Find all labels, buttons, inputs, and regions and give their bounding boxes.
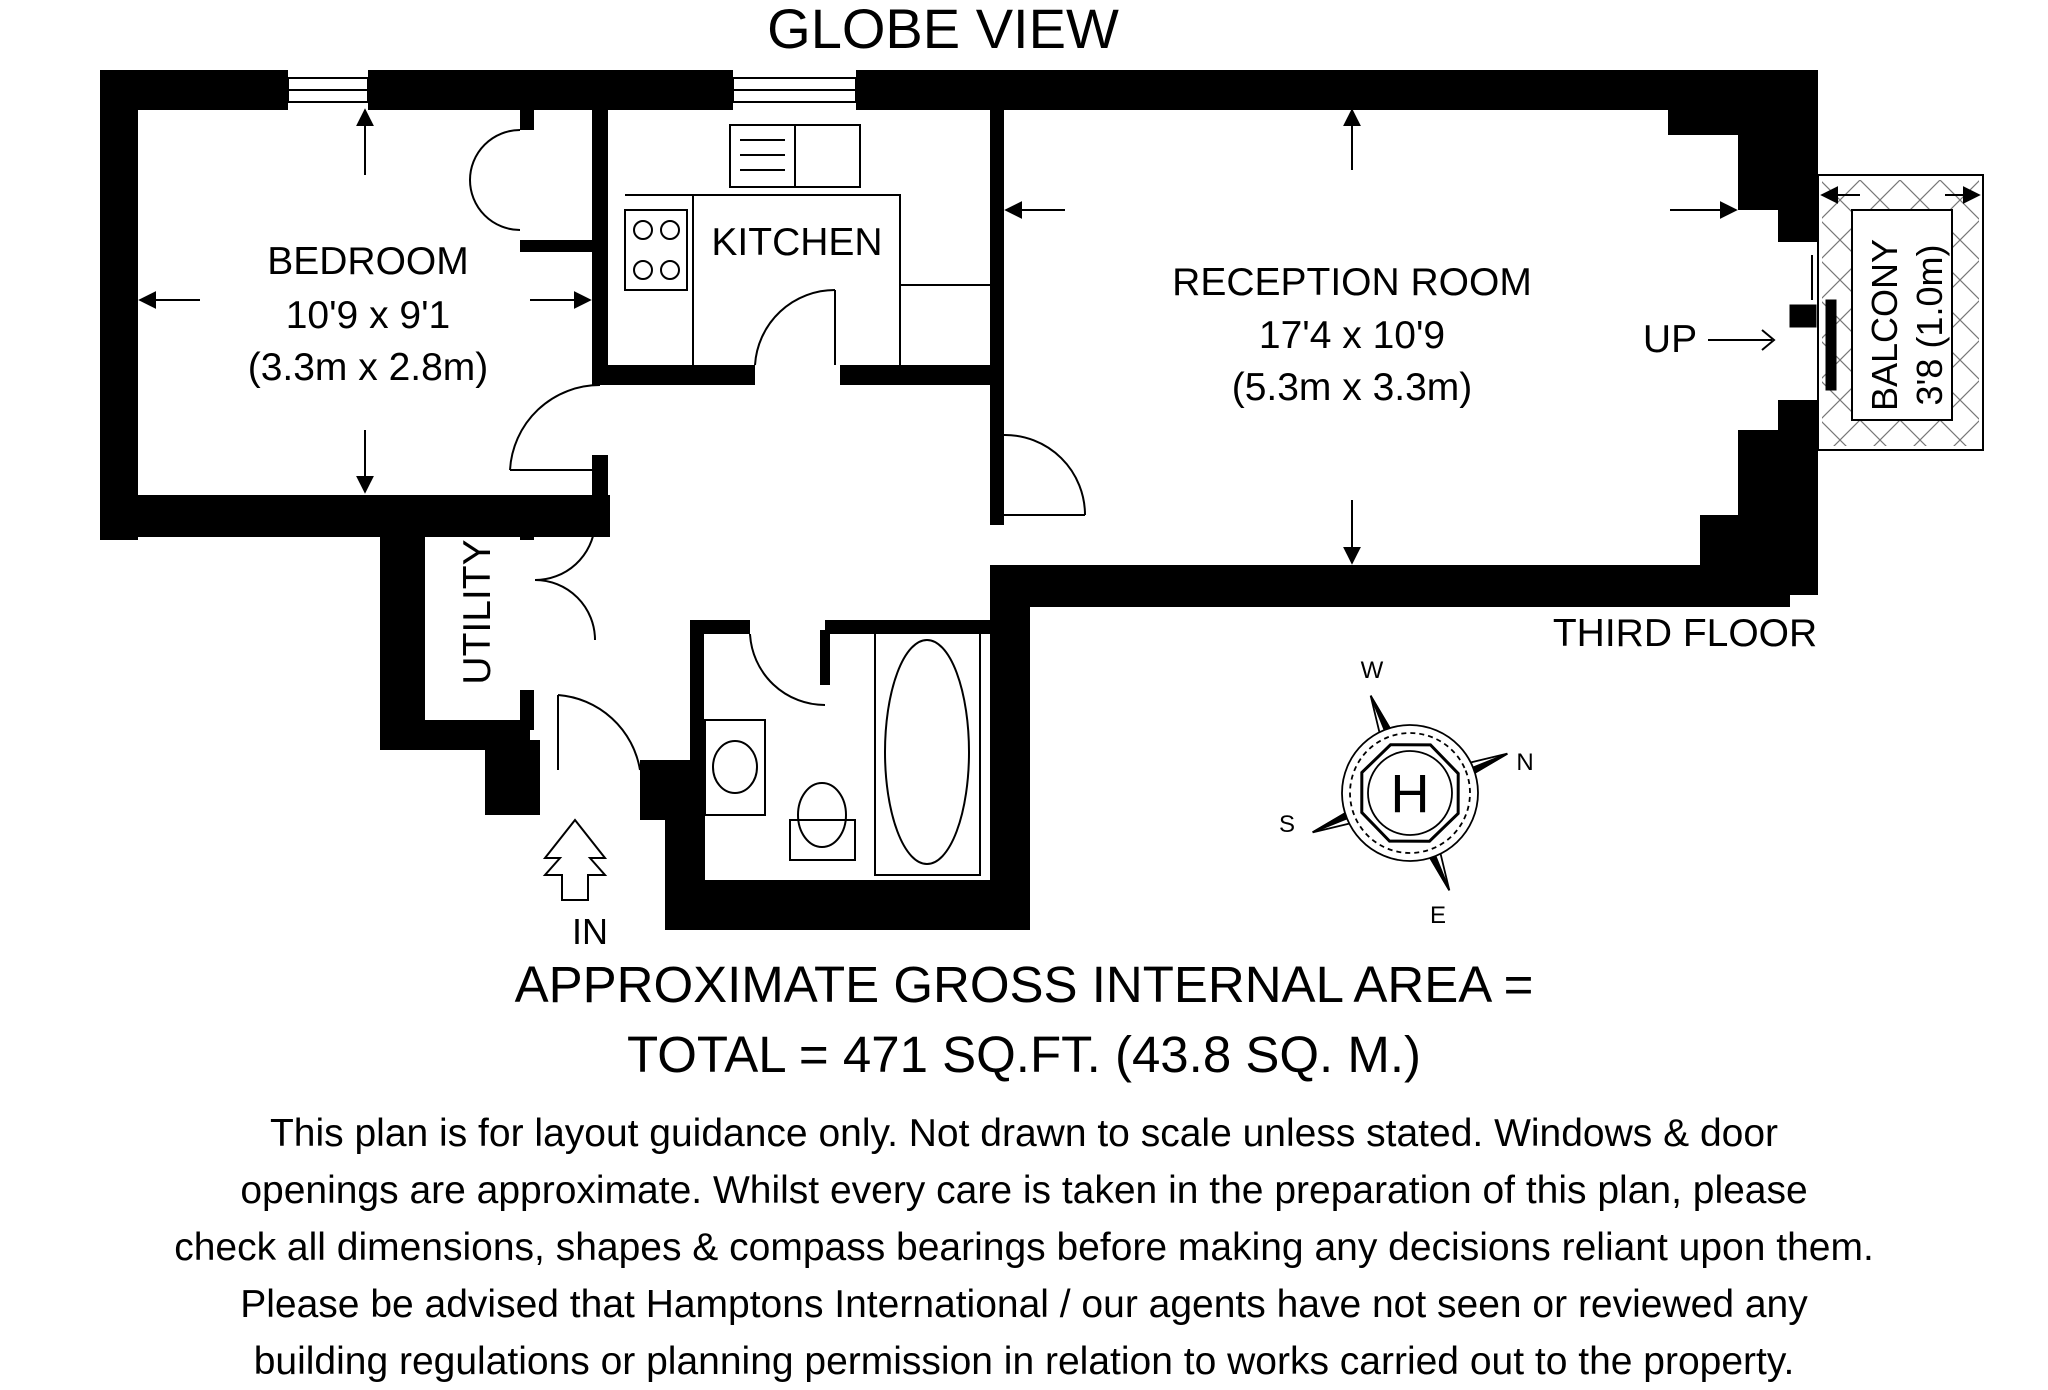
reception-dim-imperial: 17'4 x 10'9 bbox=[1258, 314, 1446, 357]
plan-title: GLOBE VIEW bbox=[767, 0, 1119, 60]
disclaimer-line: openings are approximate. Whilst every care is taken in the preparation of this plan, please bbox=[240, 1169, 1808, 1212]
disclaimer-line: Please be advised that Hamptons International / our agents have not seen or reviewed any bbox=[240, 1283, 1808, 1326]
floor-label: THIRD FLOOR bbox=[1552, 612, 1818, 655]
compass-west: W bbox=[1360, 657, 1384, 684]
compass-south: S bbox=[1278, 811, 1296, 838]
area-line-2: TOTAL = 471 SQ.FT. (43.8 SQ. M.) bbox=[626, 1026, 1422, 1083]
compass-labels bbox=[1279, 657, 1534, 929]
bedroom-name: BEDROOM bbox=[267, 240, 469, 283]
compass-east: E bbox=[1429, 902, 1447, 929]
disclaimer-line: check all dimensions, shapes & compass bearings before making any decisions reliant upon them. bbox=[174, 1226, 1874, 1269]
bedroom-dim-metric: (3.3m x 2.8m) bbox=[247, 346, 489, 389]
stairs-label: UP bbox=[1642, 318, 1698, 361]
entrance-arrow bbox=[545, 820, 605, 900]
disclaimer-line: building regulations or planning permission in relation to works carried out to the property. bbox=[253, 1340, 1795, 1383]
entrance-label: IN bbox=[572, 911, 608, 950]
area-line-1: APPROXIMATE GROSS INTERNAL AREA = bbox=[514, 956, 1534, 1013]
utility-name: UTILITY bbox=[456, 539, 499, 685]
disclaimer-line: This plan is for layout guidance only. Not drawn to scale unless stated. Windows & door bbox=[269, 1112, 1779, 1155]
compass-north: N bbox=[1516, 749, 1534, 776]
balcony-dim: 3'8 (1.0m) bbox=[1909, 244, 1950, 406]
reception-dim-metric: (5.3m x 3.3m) bbox=[1231, 366, 1473, 409]
kitchen-name: KITCHEN bbox=[711, 221, 883, 264]
reception-name: RECEPTION ROOM bbox=[1172, 261, 1532, 304]
bedroom-dim-imperial: 10'9 x 9'1 bbox=[285, 294, 451, 337]
walls bbox=[100, 70, 1818, 930]
balcony-name: BALCONY bbox=[1864, 238, 1905, 412]
compass-logo: H bbox=[1390, 764, 1430, 824]
